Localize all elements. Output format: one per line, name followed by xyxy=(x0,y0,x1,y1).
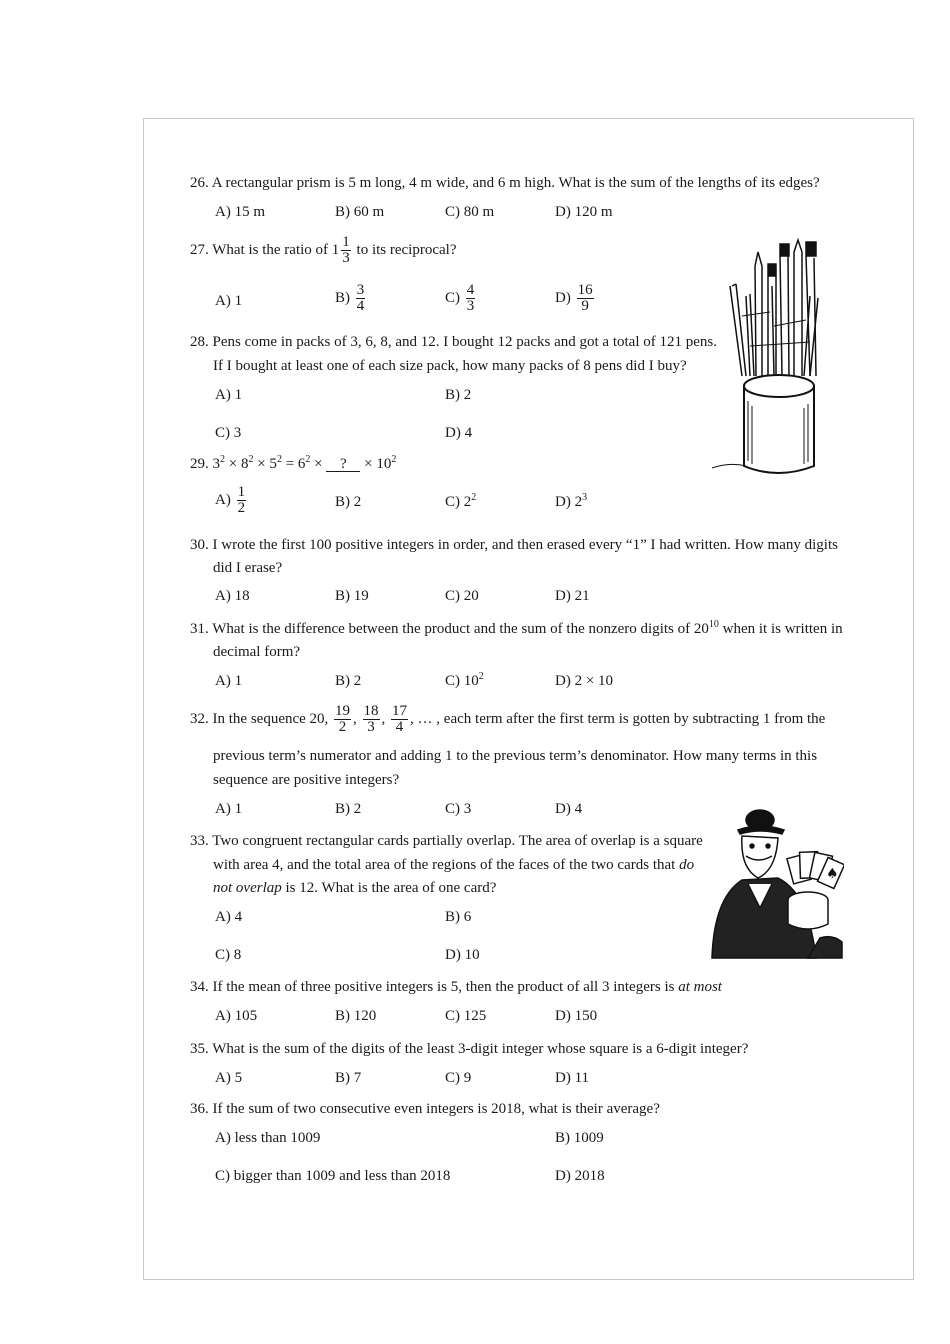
question-35: 35. What is the sum of the digits of the least 3-digit integer whose square is a 6-digit integer? xyxy=(190,1041,749,1057)
question-30-line-1: 30. I wrote the first 100 positive integers in order, and then erased every “1” I had written. How many digits xyxy=(190,537,838,553)
q32-option-d[interactable]: D) 4 xyxy=(555,801,583,817)
q36-option-b[interactable]: B) 1009 xyxy=(555,1130,604,1146)
q35-option-d[interactable]: D) 11 xyxy=(555,1070,590,1086)
q30-option-b[interactable]: B) 19 xyxy=(335,588,369,604)
question-31-line-2: decimal form? xyxy=(213,644,301,660)
question-33-line-1: 33. Two congruent rectangular cards partially overlap. The area of overlap is a square xyxy=(190,833,703,849)
q34-option-c[interactable]: C) 125 xyxy=(445,1008,487,1024)
q36-option-c[interactable]: C) bigger than 1009 and less than 2018 xyxy=(215,1168,451,1184)
q28-option-c[interactable]: C) 3 xyxy=(215,425,242,441)
question-26: 26. A rectangular prism is 5 m long, 4 m wide, and 6 m high. What is the sum of the lengths of its edges? xyxy=(190,175,820,191)
q32-option-b[interactable]: B) 2 xyxy=(335,801,362,817)
q31-option-b[interactable]: B) 2 xyxy=(335,673,362,689)
card-player-illustration xyxy=(708,808,844,964)
q33-option-c[interactable]: C) 8 xyxy=(215,947,242,963)
q35-option-b[interactable]: B) 7 xyxy=(335,1070,362,1086)
q31-option-a[interactable]: A) 1 xyxy=(215,673,243,689)
q35-option-c[interactable]: C) 9 xyxy=(445,1070,472,1086)
q31-option-c[interactable]: C) $10^2$ xyxy=(445,671,484,689)
q26-option-d[interactable]: D) 120 m xyxy=(555,204,613,220)
question-34: 34. If the mean of three positive integers is 5, then the product of all 3 integers is at most xyxy=(190,979,722,995)
q31-option-d[interactable]: D) 2 × 10 xyxy=(555,673,614,689)
q26-option-c[interactable]: C) 80 m xyxy=(445,204,495,220)
q26-option-a[interactable]: A) 15 m xyxy=(215,204,265,220)
q34-option-a[interactable]: A) 105 xyxy=(215,1008,258,1024)
question-33-line-2: with area 4, and the total area of the regions of the faces of the two cards that do xyxy=(213,857,695,873)
q35-option-a[interactable]: A) 5 xyxy=(215,1070,243,1086)
question-28-line-2: If I bought at least one of each size pack, how many packs of 8 pens did I buy? xyxy=(213,358,687,374)
q34-option-d[interactable]: D) 150 xyxy=(555,1008,598,1024)
q29-option-d[interactable]: D) $2^3$ xyxy=(555,492,588,510)
q27-option-d[interactable]: D) $\frac{16}{9}$ xyxy=(555,282,593,315)
q28-option-a[interactable]: A) 1 xyxy=(215,387,243,403)
q33-option-d[interactable]: D) 10 xyxy=(445,947,480,963)
q33-option-a[interactable]: A) 4 xyxy=(215,909,243,925)
q29-option-c[interactable]: C) $2^2$ xyxy=(445,492,477,510)
q36-option-d[interactable]: D) 2018 xyxy=(555,1168,605,1184)
q28-option-d[interactable]: D) 4 xyxy=(445,425,473,441)
q30-option-a[interactable]: A) 18 xyxy=(215,588,250,604)
question-27: 27. What is the ratio of 1 $\frac{1}{3}$ to its reciprocal? xyxy=(190,234,457,267)
question-30-line-2: did I erase? xyxy=(213,560,283,576)
svg-text:♠: ♠ xyxy=(826,866,839,882)
q29-option-b[interactable]: B) 2 xyxy=(335,494,362,510)
q30-option-d[interactable]: D) 21 xyxy=(555,588,590,604)
q27-option-c[interactable]: C) $\frac{4}{3}$ xyxy=(445,282,475,315)
question-28-line-1: 28. Pens come in packs of 3, 6, 8, and 12. I bought 12 packs and got a total of 121 pens. xyxy=(190,334,717,350)
pencil-cup-illustration xyxy=(710,236,830,480)
question-32-line-2: previous term’s numerator and adding 1 to the previous term’s denominator. How many terms in this xyxy=(213,748,818,764)
q36-option-a[interactable]: A) less than 1009 xyxy=(215,1130,321,1146)
question-32-line-3: sequence are positive integers? xyxy=(213,772,400,788)
mixed-fraction: $\frac{1}{3}$ xyxy=(342,234,350,267)
question-36: 36. If the sum of two consecutive even integers is 2018, what is their average? xyxy=(190,1101,660,1117)
q32-option-c[interactable]: C) 3 xyxy=(445,801,472,817)
q30-option-c[interactable]: C) 20 xyxy=(445,588,479,604)
question-33-line-3: not overlap is 12. What is the area of one card? xyxy=(213,880,497,896)
answer-blank: ? xyxy=(326,457,360,472)
q33-option-b[interactable]: B) 6 xyxy=(445,909,472,925)
question-31-line-1: 31. What is the difference between the product and the sum of the nonzero digits of $20^{10}$ when it is written in xyxy=(190,619,843,637)
q26-option-b[interactable]: B) 60 m xyxy=(335,204,385,220)
question-32-line-1: 32. In the sequence 20, $\frac{19}{2}$ , $\frac{18}{3}$ , $\frac{17}{4}$ , … , each term after the first term is gotten by subtracting 1 from the xyxy=(190,703,826,736)
q27-option-a[interactable]: A) 1 xyxy=(215,293,243,309)
q34-option-b[interactable]: B) 120 xyxy=(335,1008,377,1024)
q27-option-b[interactable]: B) $\frac{3}{4}$ xyxy=(335,282,365,315)
question-29: 29. $3^2 \times 8^2 \times 5^2 = 6^2$ × ? × $10^2$ xyxy=(190,454,397,472)
q32-option-a[interactable]: A) 1 xyxy=(215,801,243,817)
q29-option-a[interactable]: A) $\frac{1}{2}$ xyxy=(215,484,246,517)
q28-option-b[interactable]: B) 2 xyxy=(445,387,472,403)
